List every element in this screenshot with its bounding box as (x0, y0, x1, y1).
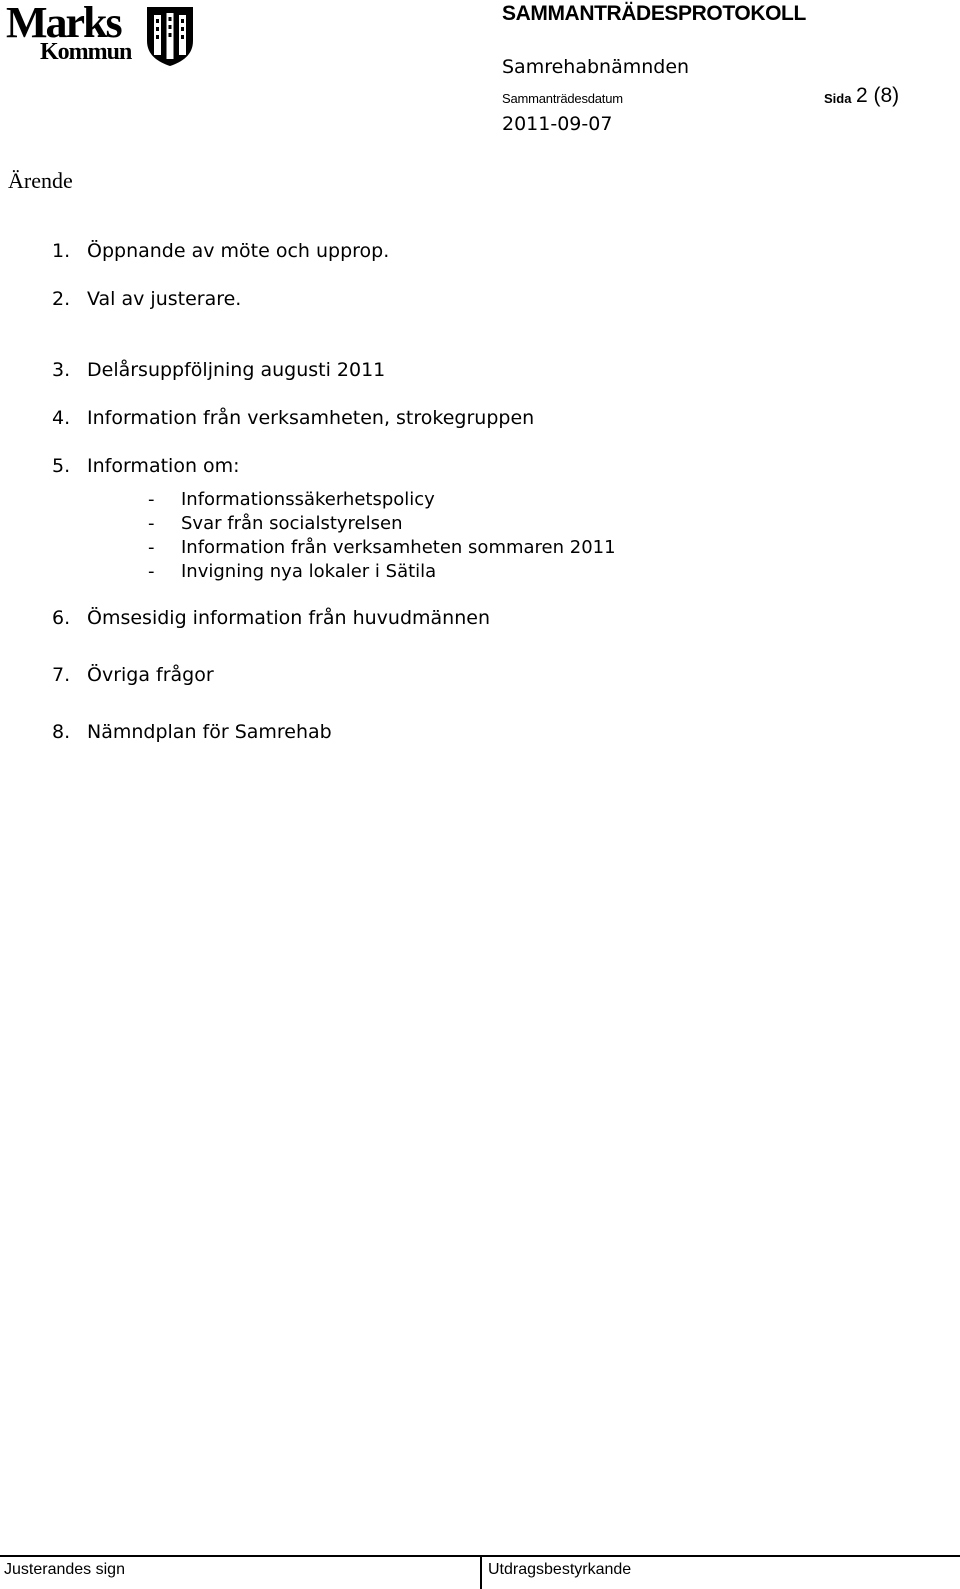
agenda-item-number: 8. (52, 721, 71, 743)
agenda-item-number: 4. (52, 407, 71, 429)
agenda-item-number: 7. (52, 664, 71, 686)
document-title: SAMMANTRÄDESPROTOKOLL (502, 2, 806, 25)
agenda-item-number: 3. (52, 359, 71, 381)
agenda-item-text: Ömsesidig information från huvudmännen (87, 607, 490, 629)
footer-divider (480, 1555, 482, 1589)
agenda-item-number: 2. (52, 288, 71, 310)
agenda-item-text: Val av justerare. (87, 288, 242, 310)
agenda-item (52, 607, 490, 629)
sub-item-text: Svar från socialstyrelsen (181, 513, 403, 534)
sub-item (148, 537, 616, 558)
sub-item (148, 489, 435, 510)
agenda-item-text: Nämndplan för Samrehab (87, 721, 332, 743)
logo-wordmark: Marks (6, 0, 121, 47)
agenda-item (52, 664, 214, 686)
meeting-date-label: Sammanträdesdatum (502, 91, 623, 106)
sub-item-dash: - (148, 561, 155, 582)
signature-field-label: Justerandes sign (4, 1561, 125, 1578)
agenda-item (52, 288, 241, 310)
meeting-date: 2011-09-07 (502, 113, 613, 135)
sub-item-text: Information från verksamheten sommaren 2011 (181, 537, 616, 558)
page-label: Sida (824, 91, 852, 106)
agenda-item-text: Information om: (87, 455, 240, 477)
agenda-item-number: 5. (52, 455, 71, 477)
agenda-item-text: Övriga frågor (87, 664, 214, 686)
agenda-item (52, 407, 534, 429)
sub-item (148, 561, 436, 582)
agenda-item (52, 359, 385, 381)
agenda-item-text: Information från verksamheten, strokegruppen (87, 407, 535, 429)
agenda-item (52, 240, 389, 262)
agenda-item (52, 721, 332, 743)
agenda-item (52, 455, 240, 477)
sub-item-text: Invigning nya lokaler i Sätila (181, 561, 437, 582)
sub-item-text: Informationssäkerhetspolicy (181, 489, 435, 510)
agenda-item-text: Öppnande av möte och upprop. (87, 240, 390, 262)
coat-of-arms-icon (144, 5, 196, 67)
page-number: 2 (8) (856, 84, 900, 107)
logo-subtitle: Kommun (40, 39, 132, 65)
sub-item (148, 513, 402, 534)
municipality-logo (6, 0, 196, 67)
agenda-item-number: 1. (52, 240, 71, 262)
sub-item-dash: - (148, 513, 155, 534)
agenda-item-text: Delårsuppföljning augusti 2011 (87, 359, 386, 381)
committee-name: Samrehabnämnden (502, 56, 690, 78)
sub-item-dash: - (148, 537, 155, 558)
sub-item-dash: - (148, 489, 155, 510)
section-heading: Ärende (8, 168, 73, 193)
agenda-item-number: 6. (52, 607, 71, 629)
certification-field-label: Utdragsbestyrkande (488, 1561, 632, 1578)
